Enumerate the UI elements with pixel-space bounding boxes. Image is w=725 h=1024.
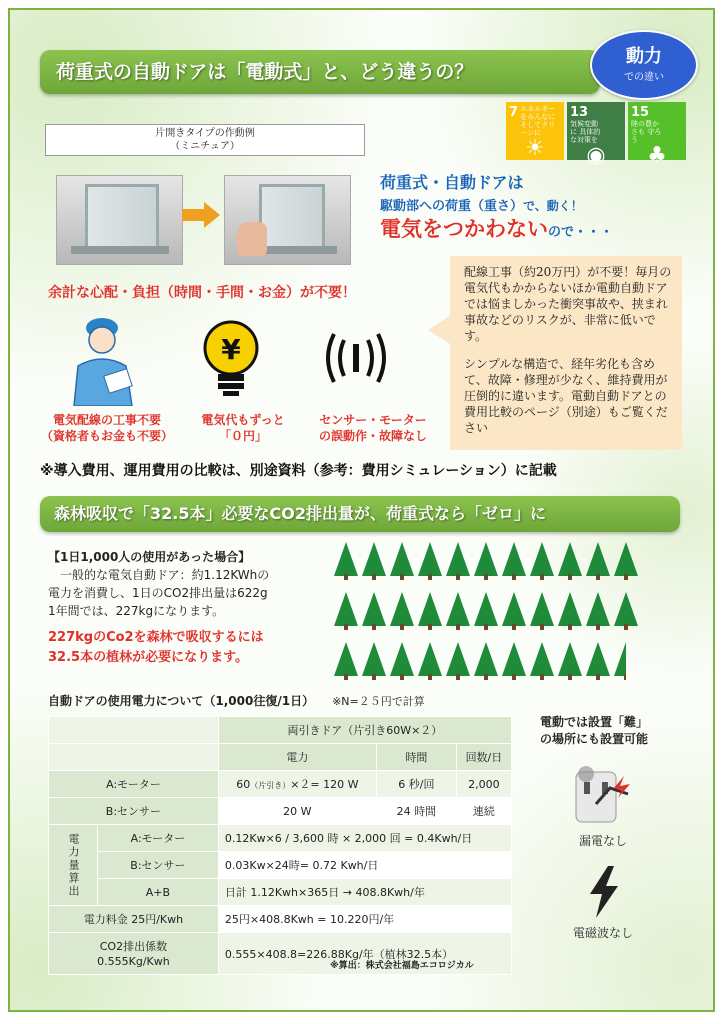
table-sensor-count: 連続 — [456, 798, 511, 825]
table-fee-value: 25円×408.8Kwh = 10.220円/年 — [218, 906, 511, 933]
sdg-13-text: 気候変動に 具体的な対策を — [570, 120, 601, 144]
tree-icon — [418, 642, 442, 680]
tree-icon — [474, 542, 498, 580]
table-calc-sensor-label: B:センサー — [98, 852, 219, 879]
usage-case-red1: 227kgのCo2を森林で吸収するには — [48, 630, 264, 645]
table-motor-count: 2,000 — [456, 771, 511, 798]
worry-text: 余計な心配・負担（時間・手間・お金）が不要！ — [48, 285, 356, 301]
power-badge — [590, 30, 698, 100]
bulb-yen-icon — [196, 318, 266, 398]
tree-icon — [586, 592, 610, 630]
usage-case — [48, 548, 328, 668]
headline-tail: ので・・・ — [548, 225, 614, 240]
tree-icon — [390, 592, 414, 630]
table-calc-label: 電力量算出 — [49, 825, 98, 906]
tree-icon — [474, 592, 498, 630]
lightning-icon — [586, 866, 622, 918]
tree-icon — [334, 642, 358, 680]
yen-glyph: ¥ — [221, 333, 241, 366]
tree-icon: ♣ — [647, 143, 667, 168]
usage-case-line1: 一般的な電気自動ドア：約1.12KWhの — [60, 568, 270, 582]
install-note-line2: の場所にも設置可能 — [540, 732, 649, 746]
no-leak-label: 漏電なし — [578, 834, 627, 848]
table-head-count: 回数/日 — [456, 744, 511, 771]
table-note: ※N=２５円で計算 — [332, 695, 425, 708]
tree-row — [334, 642, 674, 680]
no-malfunction-label — [302, 412, 444, 444]
tree-icon — [614, 592, 638, 630]
table-co2-value: 0.555×408.8=226.88Kg/年（植林32.5本） — [218, 933, 511, 975]
table-motor-power — [218, 771, 376, 798]
table-head-door: 両引きドア（片引き60W×２） — [218, 717, 511, 744]
tree-icon — [362, 642, 386, 680]
example-label-line2: （ミニチュア） — [170, 141, 240, 152]
sdg-15-text: 陸の豊かさも 守ろう — [631, 120, 662, 144]
title-banner — [40, 50, 600, 94]
tree-icon — [446, 542, 470, 580]
tree-icon — [530, 642, 554, 680]
usage-case-line3: 1年間では、227kgになります。 — [48, 604, 225, 618]
install-note-line1: 電動では設置「難」 — [540, 715, 649, 729]
callout-box — [450, 256, 682, 450]
tree-icon — [418, 592, 442, 630]
callout-paragraph-1: 配線工事（約20万円）が不要！毎月の電気代もかからないほか電動自動ドアでは悩ましかった衝突事故や、挟まれ事故などのリスクが、非常に低いです。 — [464, 265, 672, 343]
table-head-time: 時間 — [376, 744, 456, 771]
tree-icon — [474, 642, 498, 680]
signal-wave-icon — [318, 330, 394, 386]
tree-row — [334, 592, 674, 630]
table-title-text: 自動ドアの使用電力について（1,000往復/1日） — [48, 694, 315, 708]
tree-icon — [586, 542, 610, 580]
usage-case-heading: 【1日1,000人の使用があった場合】 — [48, 550, 251, 564]
table-calc-ab-value: 日計 1.12Kwh×365日 → 408.8Kwh/年 — [218, 879, 511, 906]
no-power-cost-label — [186, 412, 300, 444]
sdg-7-text: エネルギーをみんなに そしてクリーンに — [520, 105, 556, 137]
sdg-15-number: 15 — [631, 105, 650, 120]
sdg-7-number: 7 — [509, 105, 519, 120]
no-malfunction-line1: センサー・モーター — [319, 413, 427, 427]
tree-icon — [558, 542, 582, 580]
page-title: 荷重式の自動ドアは「電動式」と、どう違うの？ — [56, 61, 474, 83]
tree-icon — [558, 592, 582, 630]
headline-line2b: で、動く！ — [523, 199, 583, 213]
tree-icon — [446, 642, 470, 680]
usage-case-red2: 32.5本の植林が必要になります。 — [48, 650, 249, 665]
table-co2-label — [49, 933, 219, 975]
tree-icon — [418, 542, 442, 580]
table-row-sensor-label: B:センサー — [49, 798, 219, 825]
globe-eye-icon: ◉ — [586, 143, 606, 168]
table-row-motor-label: A:モーター — [49, 771, 219, 798]
table-co2-label2: 0.555Kg/Kwh — [97, 954, 170, 968]
badge-main: 動力 — [626, 46, 662, 67]
co2-banner — [40, 496, 680, 532]
outlet-spark-icon — [570, 764, 636, 828]
sun-icon: ☀ — [525, 136, 545, 161]
door-photo-closed — [56, 175, 183, 265]
headline-line1: 荷重式・自動ドアは — [380, 173, 524, 192]
table-calc-ab-label: A+B — [98, 879, 219, 906]
tree-icon — [502, 642, 526, 680]
motor-power-b: ×２= 120 W — [290, 778, 359, 791]
no-power-cost-line1: 電気代もずっと — [201, 413, 285, 427]
table-title — [48, 692, 425, 709]
no-wiring-line1: 電気配線の工事不要 — [52, 413, 161, 427]
motor-power-a: 60 — [236, 778, 251, 791]
tree-icon — [362, 592, 386, 630]
tree-icon — [530, 592, 554, 630]
tree-icon — [558, 642, 582, 680]
tree-icon — [614, 542, 638, 580]
tree-icon — [334, 592, 358, 630]
callout-paragraph-2: シンプルな構造で、経年劣化も含めて、故障・修理が少なく、維持費用が圧倒的に違います。電動自動ドアとの費用比較のページ（別途）もご覧ください — [464, 357, 668, 435]
tree-icon — [446, 592, 470, 630]
hand-image — [237, 222, 267, 256]
table-corner — [49, 717, 219, 744]
no-wiring-line2: （資格者もお金も不要） — [40, 429, 173, 443]
example-label-line1: 片開きタイプの作動例 — [155, 128, 255, 139]
sdg-13-tile — [567, 102, 625, 168]
sdg-13-number: 13 — [570, 105, 589, 120]
table-motor-time: 6 秒/回 — [376, 771, 456, 798]
headline — [380, 172, 680, 244]
worker-icon — [62, 314, 144, 406]
sdg-7-tile — [506, 102, 564, 160]
tree-icon — [502, 592, 526, 630]
badge-sub: での違い — [624, 72, 664, 83]
tree-icon — [530, 542, 554, 580]
usage-case-line2: 電力を消費し、1日のCO2排出量は622g — [48, 586, 268, 600]
co2-banner-text: 森林吸収で「32.5本」必要なCO2排出量が、荷重式なら「ゼロ」に — [54, 504, 546, 523]
table-co2-label1: CO2排出係数 — [99, 939, 168, 953]
sdg-15-tile — [628, 102, 686, 168]
install-note — [540, 714, 648, 748]
no-malfunction-line2: の誤動作・故障なし — [318, 429, 427, 443]
credit-text: ※算出：株式会社福島エコロジカル — [330, 961, 474, 971]
power-table — [48, 716, 512, 975]
table-calc-motor-value: 0.12Kw×6 / 3,600 時 × 2,000 回 = 0.4Kwh/日 — [218, 825, 511, 852]
tree-icon — [390, 542, 414, 580]
arrow-right-icon — [182, 200, 222, 230]
tree-icon — [586, 642, 610, 680]
no-power-cost-line2: 「０円」 — [218, 429, 267, 443]
tree-icon — [390, 642, 414, 680]
table-calc-motor-label: A:モーター — [98, 825, 219, 852]
door-photo-open — [224, 175, 351, 265]
motor-power-small: （片引き） — [250, 781, 291, 790]
headline-no-electricity: 電気をつかわない — [380, 217, 548, 241]
table-sensor-power: 20 W — [218, 798, 376, 825]
no-emwave-label: 電磁波なし — [572, 926, 633, 940]
no-wiring-label — [36, 412, 178, 444]
headline-line2a: 駆動部への荷重（重さ） — [380, 199, 524, 214]
tree-icon — [502, 542, 526, 580]
table-fee-label: 電力料金 25円/Kwh — [49, 906, 219, 933]
tree-icon — [334, 542, 358, 580]
tree-row — [334, 542, 674, 580]
table-calc-sensor-value: 0.03Kw×24時= 0.72 Kwh/日 — [218, 852, 511, 879]
table-empty — [49, 744, 219, 771]
table-head-power: 電力 — [218, 744, 376, 771]
tree-grid — [334, 542, 674, 692]
table-sensor-time: 24 時間 — [376, 798, 456, 825]
tree-icon — [362, 542, 386, 580]
tree-icon — [614, 642, 626, 680]
example-label — [45, 124, 365, 156]
cost-note: ※導入費用、運用費用の比較は、別途資料（参考：費用シミュレーション）に記載 — [40, 463, 557, 479]
